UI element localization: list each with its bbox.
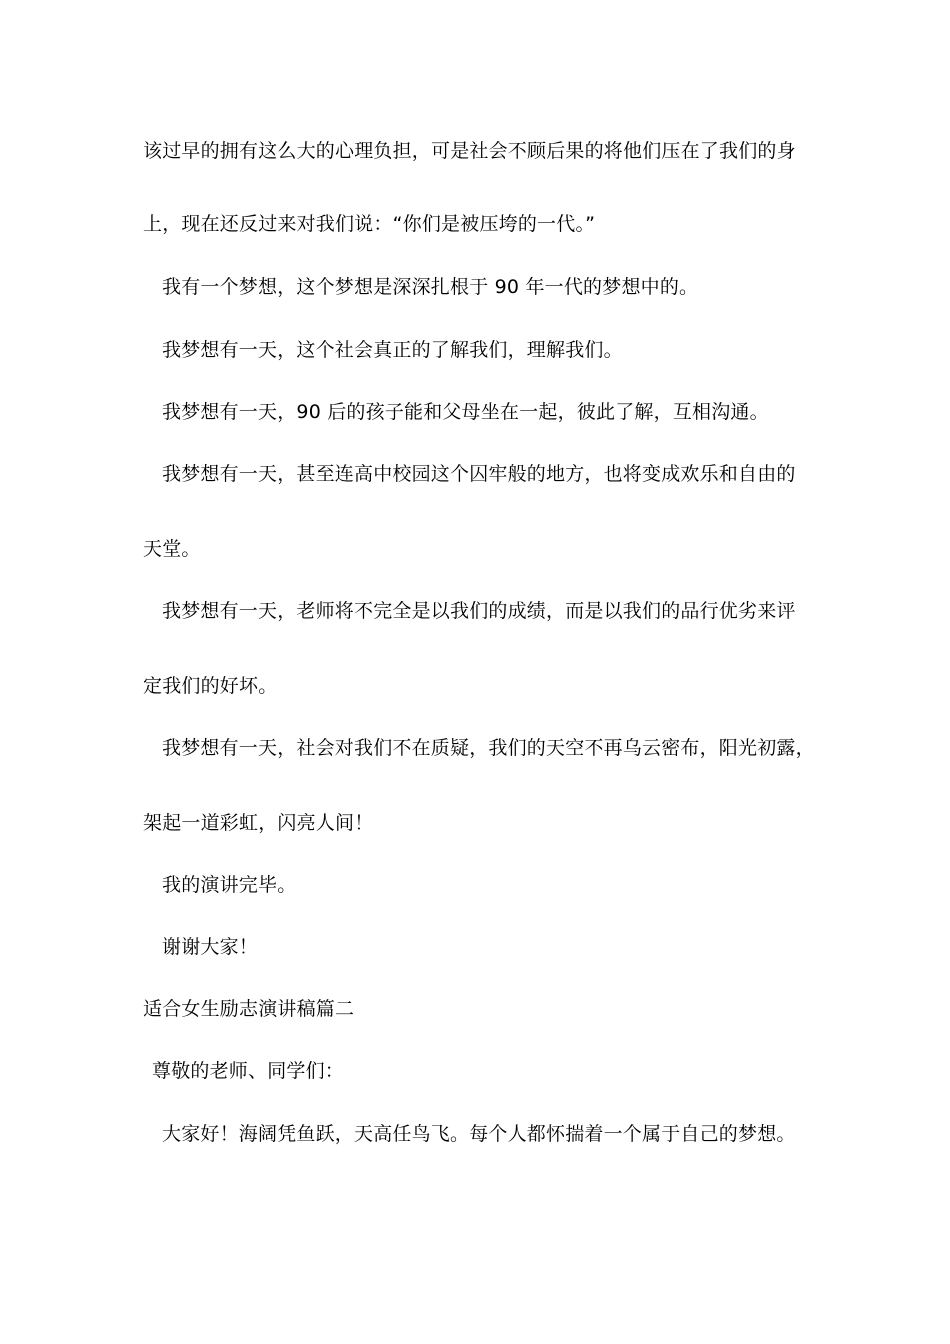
salutation-line: 尊敬的老师、同学们： xyxy=(152,1060,345,1082)
paragraph-line: 我梦想有一天，社会对我们不在质疑，我们的天空不再乌云密布，阳光初露， xyxy=(162,737,815,759)
paragraph-line: 我梦想有一天，90 后的孩子能和父母坐在一起，彼此了解，互相沟通。 xyxy=(162,401,769,423)
section-heading: 适合女生励志演讲稿篇二 xyxy=(143,998,355,1020)
paragraph-line: 该过早的拥有这么大的心理负担，可是社会不顾后果的将他们压在了我们的身 xyxy=(143,140,796,162)
paragraph-line: 天堂。 xyxy=(143,538,201,560)
paragraph-line: 我梦想有一天，甚至连高中校园这个囚牢般的地方，也将变成欢乐和自由的 xyxy=(162,463,796,485)
paragraph-line: 我梦想有一天，这个社会真正的了解我们，理解我们。 xyxy=(162,339,623,361)
paragraph-line: 我的演讲完毕。 xyxy=(162,874,297,896)
paragraph-line: 定我们的好坏。 xyxy=(143,675,278,697)
paragraph-line: 架起一道彩虹，闪亮人间！ xyxy=(143,812,374,834)
paragraph-line: 上，现在还反过来对我们说：“你们是被压垮的一代。” xyxy=(143,213,596,235)
paragraph-line: 谢谢大家！ xyxy=(162,936,259,958)
paragraph-line: 大家好！海阔凭鱼跃，天高任鸟飞。每个人都怀揣着一个属于自己的梦想。 xyxy=(162,1123,796,1145)
paragraph-line: 我有一个梦想，这个梦想是深深扎根于 90 年一代的梦想中的。 xyxy=(162,276,699,298)
paragraph-line: 我梦想有一天，老师将不完全是以我们的成绩，而是以我们的品行优劣来评 xyxy=(162,600,796,622)
